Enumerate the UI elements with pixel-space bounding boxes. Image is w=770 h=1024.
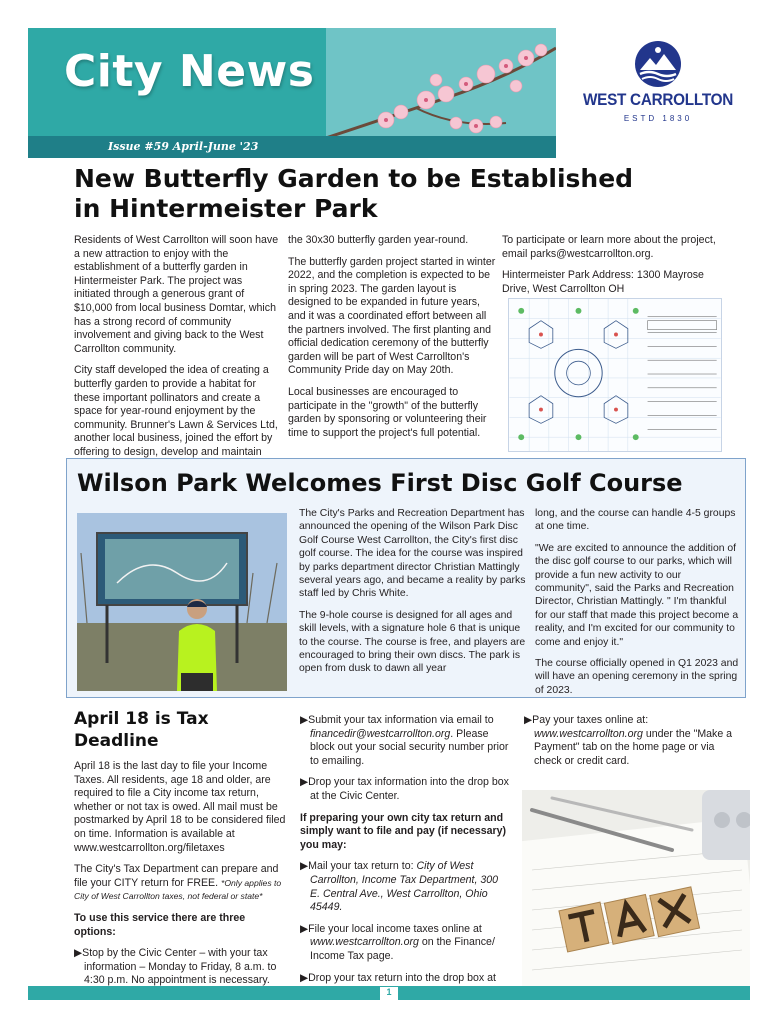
paragraph: Local businesses are encouraged to participate in the "growth" of the butterfly garden by sponsoring or volunteering their time to support the project's full potential. — [288, 385, 487, 439]
paragraph — [74, 863, 286, 904]
paragraph: To participate or learn more about the project, email parks@westcarrollton.org. — [502, 234, 716, 260]
garden-plan-drawing — [508, 298, 722, 452]
option-text: ▶Submit your tax information via email to — [300, 714, 494, 726]
paragraph: The butterfly garden project started in winter 2022, and the completion is expected to be in spring 2023. The garden layout is designed to be expanded in future years, and it was a coordinated effort between all the partners involved. The first planting and official dedication ceremony of the butterfly garden will be part of West Carrollton's Community Pride day on May 20th. — [288, 255, 496, 377]
tax-column-1 — [74, 760, 286, 996]
headline-line: in Hintermeister Park — [74, 194, 378, 223]
tax-photo — [522, 790, 750, 1000]
paragraph: Hintermeister Park Address: 1300 Mayrose Drive, West Carrollton OH — [502, 269, 704, 295]
newsletter-page — [28, 28, 750, 1000]
butterfly-column-3 — [502, 234, 724, 304]
free-service-text: The City's Tax Department can prepare and file your CITY return for FREE. — [74, 863, 279, 889]
options-heading: To use this service there are three options: — [74, 911, 246, 938]
paragraph: The 9-hole course is designed for all ages and skill levels, with a signature hole 6 that is unique to the course. The course is free, and players are encouraged to bring their own discs. The park is open from dusk to dawn all year — [299, 609, 526, 675]
option-text: ▶File your local income taxes online at — [300, 922, 482, 935]
paragraph: long, and the course can handle 4-5 groups at one time. — [535, 508, 736, 533]
option-item: ▶Stop by the Civic Center – with your tax information – Monday to Friday, 8 a.m. to 4:30 p.m. No appointment is necessary. — [74, 947, 277, 987]
headline-line: New Butterfly Garden to be Established — [74, 164, 634, 193]
tax-column-3 — [524, 714, 734, 776]
website-link[interactable]: www.westcarrollton.org — [310, 936, 419, 949]
own-return-heading: If preparing your own city tax return and simply want to file and pay (if necessary) you may: — [300, 811, 507, 851]
header-banner — [28, 28, 556, 158]
headline-line: April 18 is Tax — [74, 709, 209, 729]
paragraph: Residents of West Carrollton will soon have a new attraction to enjoy with the establishment of a butterfly garden in Hintermeister Park. The project was initiated through a generous grant of $10,000 from local business Domtar, which has a strong record of community involvement and giving back to the West Carrollton community. — [74, 234, 279, 355]
service-note: *Only applies to City of West Carrollton taxes, not federal or state* — [74, 877, 282, 902]
established-label: ESTD 1830 — [623, 114, 693, 123]
disc-golf-article — [66, 458, 746, 698]
issue-label: Issue #59 April-June '23 — [108, 140, 259, 153]
disc-golf-column-2 — [535, 507, 739, 705]
option-text: under the "Make a Payment" tab on the home page or via check or credit card. — [534, 727, 733, 767]
paragraph: "We are excited to announce the addition of the disc golf course to our parks, which will provide a fun new activity to our community", said the Parks and Recreation Director, Christian Mattingly. " I'm thankful for our staff that made this project become a reality, and I'm excited for our community to come and enjoy it." — [535, 542, 739, 648]
option-item — [524, 714, 734, 768]
butterfly-column-2 — [288, 234, 496, 448]
disc-golf-headline: Wilson Park Welcomes First Disc Golf Course — [77, 469, 683, 497]
butterfly-column-1 — [74, 234, 280, 468]
paragraph: The City's Parks and Recreation Department has announced the opening of the Wilson Park Disc Golf Course West Carrollton, the City's first disc golf course. The idea for the course was inspired by parks department director Christian Mattingly several years ago, and became a reality by parks staff led by Chris White. — [299, 508, 526, 600]
paragraph: April 18 is the last day to file your Income Taxes. All residents, age 18 and older, are required to file a City income tax return, whether or not tax is owed. All mail must be postmarked by April 18 to be considered filed on time. Information is available at www.westcarrollton.org/filetaxes — [74, 760, 286, 854]
city-name: WEST CARROLLTON — [582, 90, 734, 109]
city-logo — [568, 40, 748, 140]
headline-line: Deadline — [74, 731, 159, 751]
option-text: ▶Pay your taxes online at: — [524, 714, 649, 726]
city-seal-icon — [634, 40, 682, 88]
newsletter-title: City News — [64, 46, 315, 97]
tax-headline — [74, 708, 274, 752]
option-item — [300, 923, 510, 964]
mailing-address: City of West Carrollton, Income Tax Department, 300 E. Central Ave., West Carrollton, Ohio 45449. — [310, 860, 499, 914]
paragraph: City staff developed the idea of creating a butterfly garden to provide a habitat for these important pollinators and create a space for year-round enjoyment by the community. Brunner's Lawn & Services Ltd, another local business, joined the effort by offering to design, develop and maintain — [74, 364, 278, 458]
option-text: . Please block out your social security number prior to emailing. — [310, 727, 509, 767]
footer-bar — [28, 986, 750, 1000]
option-item: ▶Drop your tax return into the drop box at — [300, 971, 496, 984]
option-item — [300, 860, 510, 914]
finance-email-link[interactable]: financedir@westcarrollton.org — [310, 727, 451, 740]
paragraph: The course officially opened in Q1 2023 and will have an opening ceremony in the spring of 2023. — [535, 658, 739, 696]
butterfly-headline — [74, 164, 674, 224]
option-item — [300, 714, 510, 768]
option-item: ▶Drop your tax information into the drop box at the Civic Center. — [300, 776, 509, 802]
option-text: ▶Mail your tax return to: — [300, 860, 417, 873]
disc-golf-photo — [77, 513, 287, 691]
page-number: 1 — [380, 987, 398, 1001]
paragraph: the 30x30 butterfly garden year-round. — [288, 234, 469, 246]
tax-column-2 — [300, 714, 510, 1007]
disc-golf-column-1 — [299, 507, 527, 684]
website-link[interactable]: www.westcarrollton.org — [534, 727, 643, 740]
option-text: on the Finance/ Income Tax page. — [310, 936, 495, 962]
